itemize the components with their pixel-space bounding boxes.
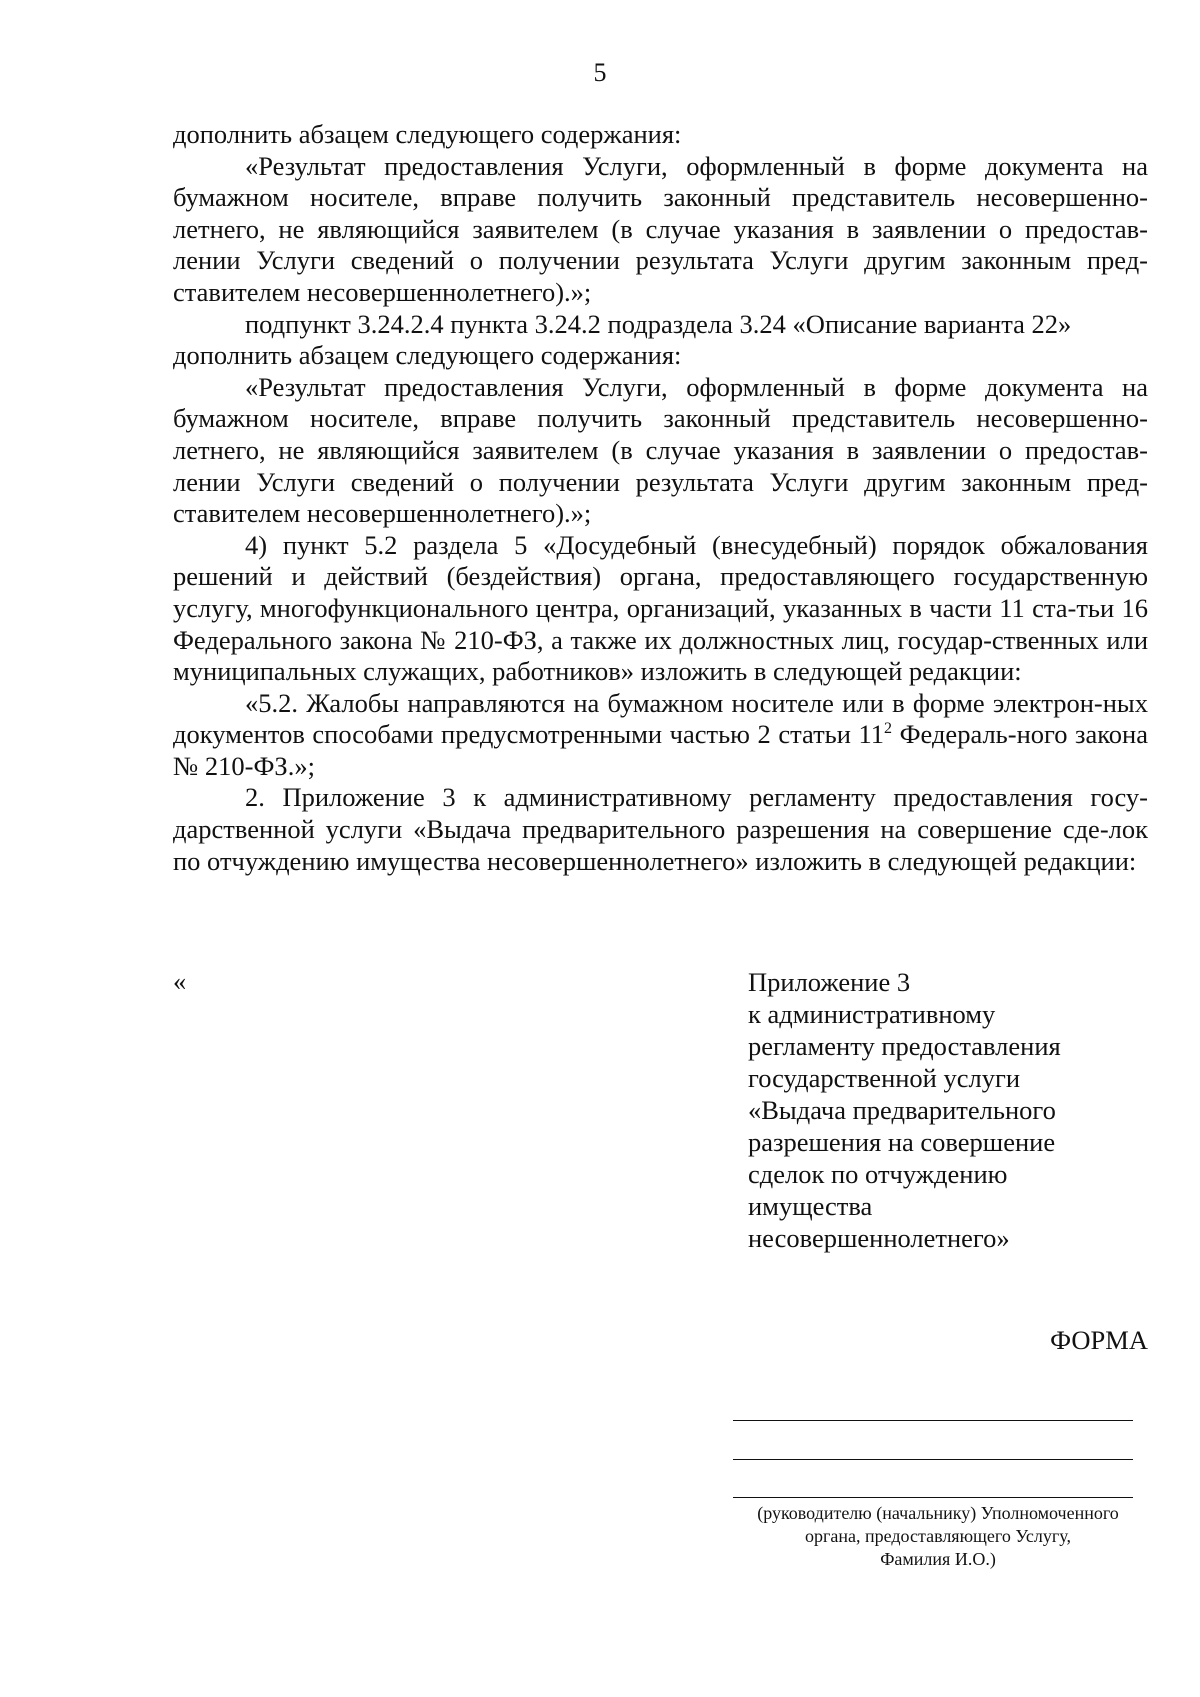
caption-line: органа, предоставляющего Услугу, xyxy=(805,1526,1071,1546)
recipient-blank-line xyxy=(733,1459,1133,1460)
appendix-line: несовершеннолетнего» xyxy=(748,1223,1010,1253)
appendix-line: разрешения на совершение xyxy=(748,1127,1056,1157)
paragraph: 4) пункт 5.2 раздела 5 «Досудебный (внесудебный) порядок обжалования решений и действий (бездействия) органа, предоставляющего государственную услугу, многофункционального центра, организаций, указанных в части 11 ста-тьи 16 Федерального закона № 210-ФЗ, а также их должностных лиц, государ-ственных или муниципальных служащих, работников» изложить в следующей редакции: xyxy=(173,529,1148,687)
appendix-line: имущества xyxy=(748,1191,873,1221)
paragraph: дополнить абзацем следующего содержания: xyxy=(173,119,682,149)
paragraph: дополнить абзацем следующего содержания: xyxy=(173,340,682,371)
caption-line: Фамилия И.О.) xyxy=(880,1549,996,1569)
appendix-line: государственной услуги xyxy=(748,1063,1021,1093)
appendix-line: Приложение 3 xyxy=(748,967,911,997)
caption-line: (руководителю (начальнику) Уполномоченного xyxy=(757,1503,1119,1523)
recipient-blank-line xyxy=(733,1420,1133,1421)
page-number: 5 xyxy=(593,58,607,87)
paragraph: «Результат предоставления Услуги, оформленный в форме документа на бумажном носителе, вправе получить законный представитель несовершенно-летнего, не являющийся заявителем (в случае указания в заявлении о предостав-лении Услуги сведений о получении результата Услуги другим законным пред-ставителем несовершеннолетнего).»; xyxy=(173,150,1148,307)
form-label: ФОРМА xyxy=(1050,1325,1148,1355)
body-text xyxy=(173,119,1148,877)
appendix-header xyxy=(748,966,1148,1254)
opening-quote-mark: « xyxy=(173,966,187,996)
paragraph xyxy=(173,688,1148,783)
paragraph: 2. Приложение 3 к административному регламенту предоставления госу-дарственной услуги «Выдача предварительного разрешения на совершение сде-лок по отчуждению имущества несовершеннолетнего» изложить в следующей редакции: xyxy=(173,782,1148,876)
paragraph: подпункт 3.24.2.4 пункта 3.24.2 подраздела 3.24 «Описание варианта 22» xyxy=(245,308,1072,339)
appendix-line: «Выдача предварительного xyxy=(748,1095,1056,1125)
recipient-caption xyxy=(718,1502,1158,1571)
paragraph-text: Федераль-ного закона № 210-ФЗ.»; xyxy=(173,719,1148,781)
paragraph: «Результат предоставления Услуги, оформленный в форме документа на бумажном носителе, вправе получить законный представитель несовершенно-летнего, не являющийся заявителем (в случае указания в заявлении о предостав-лении Услуги сведений о получении результата Услуги другим законным пред-ставителем несовершеннолетнего).»; xyxy=(173,371,1148,529)
superscript: 2 xyxy=(884,720,893,738)
appendix-line: сделок по отчуждению xyxy=(748,1159,1008,1189)
paragraph-text: «5.2. Жалобы направляются на бумажном носителе или в форме электрон-ных документов способами предусмотренными частью 2 статьи 11 xyxy=(173,687,1148,750)
recipient-blank-line xyxy=(733,1497,1133,1498)
appendix-line: к административному xyxy=(748,999,996,1029)
appendix-line: регламенту предоставления xyxy=(748,1031,1061,1061)
